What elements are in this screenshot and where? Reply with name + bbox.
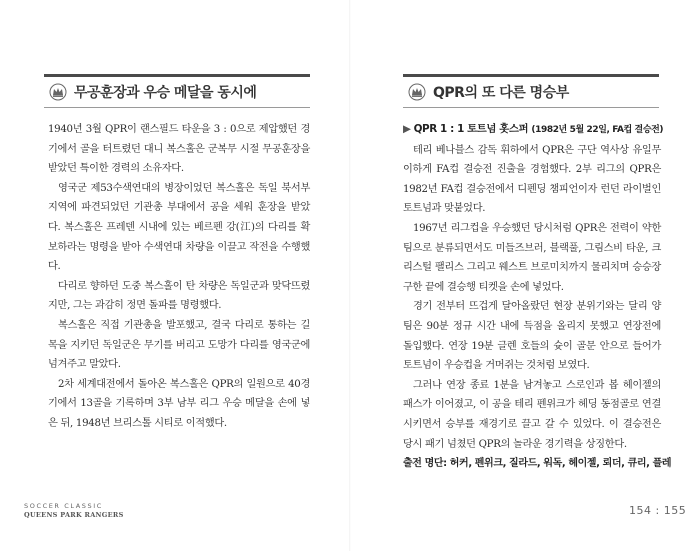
right-paragraph-2: 1967년 리그컵을 우승했던 당시처럼 QPR은 전력이 약한 팀으로 분류되면서도 미들즈브러, 블랙풀, 그림스비 타운, 크리스털 팰리스 그리고 웨스트 브로미치까지 물리치며 승승장구한 끝에 결승행 티켓을 손에 넣었다. <box>403 222 661 293</box>
right-paragraph-3: 경기 전부터 뜨겁게 달아올랐던 현장 분위기와는 달리 양 팀은 90분 정규 시간 내에 득점을 올리지 못했고 연장전에 돌입했다. 연장 19분 글렌 호들의 슛이 골문 안으로 들어가 토트넘이 우승컵을 거머쥐는 것처럼 보였다. <box>403 301 661 372</box>
left-paragraph-3: 다리로 향하던 도중 복스홀이 탄 차량은 독일군과 맞닥뜨렸지만, 그는 과감히 정면 돌파를 명령했다. <box>48 280 310 312</box>
match-title: QPR 1 : 1 토트넘 홋스퍼 <box>413 123 529 135</box>
right-page <box>350 0 700 551</box>
footer-team-label: QUEENS PARK RANGERS <box>24 511 124 519</box>
right-paragraph-4: 그러나 연장 종료 1분을 남겨놓고 스로인과 봅 헤이젤의 패스가 이어졌고, 이 공을 테리 펜위크가 헤딩 동점골로 연결시키면서 승부를 재경기로 끌고 갈 수 있었다. 이 결승전은 당시 패기 넘쳤던 QPR의 놀라운 경기력을 상징한다. <box>403 379 661 450</box>
left-paragraph-2: 영국군 제53수색연대의 병장이었던 복스홀은 독일 북서부 지역에 파견되었던 기관총 부대에서 공을 세워 훈장을 받았다. 복스홀은 프레덴 시내에 있는 베르펜 강(江)의 다리를 확보하라는 명령을 받아 수색연대 차량을 이끌고 작전을 수행했다. <box>48 182 310 273</box>
left-body-text <box>48 120 310 434</box>
right-section-heading <box>403 74 659 108</box>
right-heading-title: QPR의 또 다른 명승부 <box>433 85 569 101</box>
right-body-text <box>403 120 672 474</box>
left-heading-title: 무공훈장과 우승 메달을 동시에 <box>74 85 257 101</box>
left-paragraph-4: 복스홀은 직접 기관총을 발포했고, 결국 다리로 통하는 길목을 지키던 독일군은 무기를 버리고 도망가 다리를 영국군에 넘겨주고 말았다. <box>48 319 310 371</box>
match-heading <box>403 120 664 141</box>
right-paragraph-1: 테리 베나블스 감독 휘하에서 QPR은 구단 역사상 유일무이하게 FA컵 결승전 진출을 경험했다. 2부 리그의 QPR은 1982년 FA컵 결승전에서 디펜딩 챔피언이자 런던 라이벌인 토트넘과 맞붙었다. <box>403 144 661 215</box>
left-section-heading <box>44 74 310 108</box>
match-subtitle: (1982년 5월 22일, FA컵 결승전) <box>531 125 664 135</box>
crown-ornament-icon <box>48 82 68 102</box>
crown-ornament-icon <box>407 82 427 102</box>
footer-series-label: SOCCER CLASSIC <box>24 502 103 510</box>
left-paragraph-5: 2차 세계대전에서 돌아온 복스홀은 QPR의 일원으로 40경기에서 13골을 기록하며 3부 남부 리그 우승 메달을 손에 넣은 뒤, 1948년 브리스톨 시티로 이적했다. <box>48 378 310 429</box>
lineup-line: 출전 명단: 허커, 펜위크, 질라드, 워독, 헤이젤, 뢰더, 큐리, 플레 <box>403 458 672 470</box>
left-paragraph-1: 1940년 3월 QPR이 랜스필드 타운을 3 : 0으로 제압했던 경기에서 골을 터트렸던 대니 복스홀은 군복무 시절 무공훈장을 받았던 특이한 경력의 소유자다. <box>48 124 310 175</box>
triangle-right-icon: ▶ <box>403 123 411 135</box>
page-numbers: 154 : 155 <box>629 504 687 517</box>
